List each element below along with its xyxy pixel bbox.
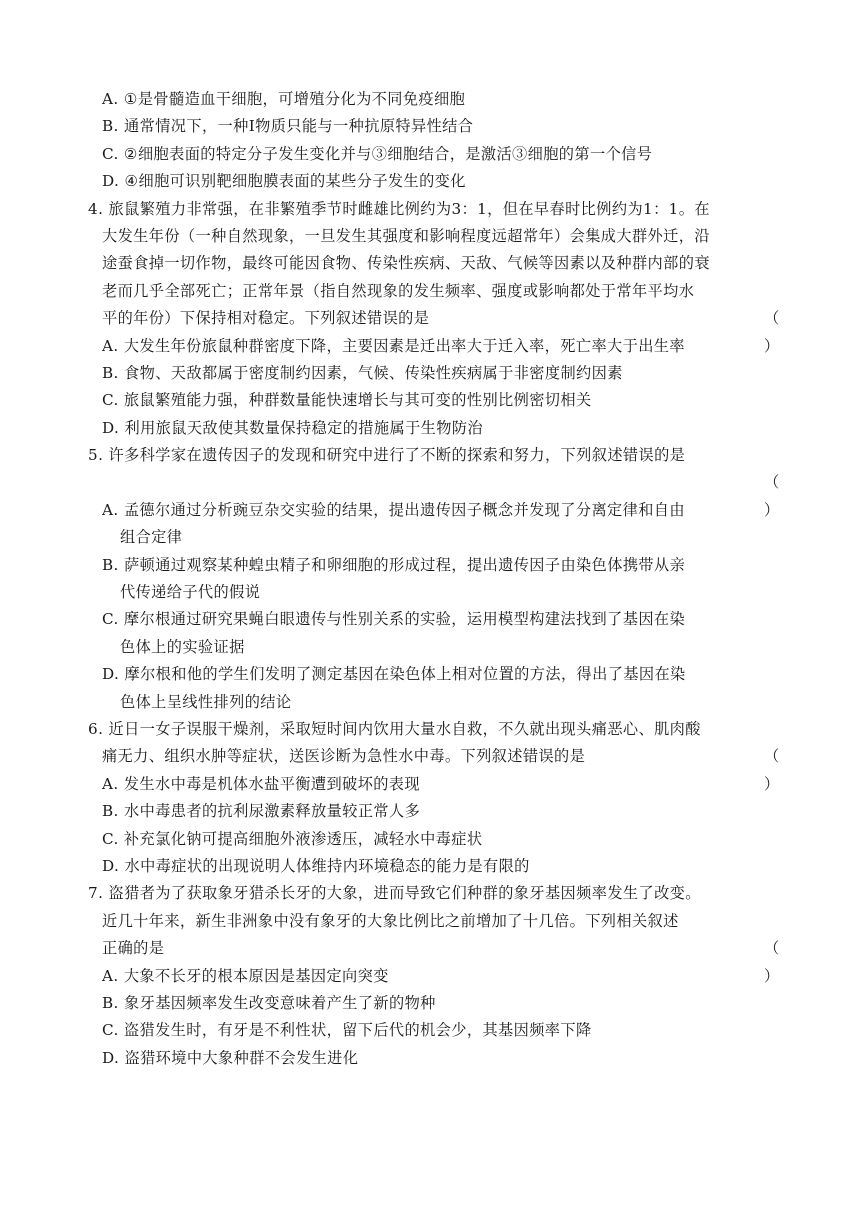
- q5-stem: 5. 许多科学家在遗传因子的发现和研究中进行了不断的探索和努力，下列叙述错误的是: [88, 446, 686, 465]
- q6-option-d: D. 水中毒症状的出现说明人体维持内环境稳态的能力是有限的: [102, 856, 530, 875]
- q5-option-b: B. 萨顿通过观察某种蝗虫精子和卵细胞的形成过程，提出遗传因子由染色体携带从亲: [102, 555, 686, 574]
- q4-option-c: C. 旅鼠繁殖能力强，种群数量能快速增长与其可变的性别比例密切相关: [102, 391, 592, 410]
- q4-stem-line-5: 平的年份）下保持相对稳定。下列叙述错误的是: [102, 309, 430, 328]
- q6-option-a: A. 发生水中毒是机体水盐平衡遭到破坏的表现: [102, 774, 420, 793]
- q4-stem-line-3: 途蚕食掉一切作物，最终可能因食物、传染性疾病、天敌、气候等因素以及种群内部的衰: [102, 254, 710, 273]
- q4-answer-bracket: （ ）: [764, 309, 780, 355]
- q5-option-d: D. 摩尔根和他的学生们发明了测定基因在染色体上相对位置的方法，得出了基因在染: [102, 665, 686, 684]
- q7-option-d: D. 盗猎环境中大象种群不会发生进化: [102, 1048, 359, 1067]
- q7-stem-line-1: 7. 盗猎者为了获取象牙猎杀长牙的大象，进而导致它们种群的象牙基因频率发生了改变。: [88, 884, 701, 903]
- q4-stem-line-1: 4. 旅鼠繁殖力非常强，在非繁殖季节时雌雄比例约为3：1，但在早春时比例约为1：1。在: [88, 199, 710, 218]
- q7-stem-line-3: 正确的是: [102, 939, 165, 958]
- q5-option-d-cont: 色体上呈线性排列的结论: [120, 692, 292, 711]
- q4-option-a: A. 大发生年份旅鼠种群密度下降，主要因素是迁出率大于迁入率，死亡率大于出生率: [102, 336, 685, 355]
- q7-answer-bracket: （ ）: [764, 939, 780, 985]
- q5-answer-bracket: （ ）: [764, 473, 780, 519]
- question-5: [88, 442, 780, 716]
- q3-option-b: B. 通常情况下，一种Ⅰ物质只能与一种抗原特异性结合: [102, 117, 474, 136]
- q7-option-b: B. 象牙基因频率发生改变意味着产生了新的物种: [102, 993, 436, 1012]
- q6-answer-bracket: （ ）: [764, 747, 780, 793]
- q3-option-d: D. ④细胞可识别靶细胞膜表面的某些分子发生的变化: [102, 172, 466, 191]
- question-3-options: [88, 86, 760, 196]
- q4-stem-line-4: 老而几乎全部死亡；正常年景（指自然现象的发生频率、强度或影响都处于常年平均水: [102, 281, 695, 300]
- q6-option-c: C. 补充氯化钠可提高细胞外液渗透压，减轻水中毒症状: [102, 829, 483, 848]
- q5-option-c: C. 摩尔根通过研究果蝇白眼遗传与性别关系的实验，运用模型构建法找到了基因在染: [102, 610, 686, 629]
- q3-option-a: A. ①是骨髓造血干细胞，可增殖分化为不同免疫细胞: [102, 90, 466, 108]
- question-6: [88, 716, 780, 880]
- question-4: [88, 196, 780, 443]
- q4-option-b: B. 食物、天敌都属于密度制约因素，气候、传染性疾病属于非密度制约因素: [102, 363, 623, 382]
- q7-stem-line-2: 近几十年来，新生非洲象中没有象牙的大象比例比之前增加了十几倍。下列相关叙述: [102, 911, 679, 930]
- q6-option-b: B. 水中毒患者的抗利尿激素释放量较正常人多: [102, 802, 421, 821]
- q3-option-c: C. ②细胞表面的特定分子发生变化并与③细胞结合，是激活③细胞的第一个信号: [102, 144, 653, 163]
- q4-stem-line-2: 大发生年份（一种自然现象，一旦发生其强度和影响程度远超常年）会集成大群外迁，沿: [102, 226, 710, 245]
- q5-option-b-cont: 代传递给子代的假说: [120, 583, 261, 602]
- q5-option-c-cont: 色体上的实验证据: [120, 637, 245, 656]
- q6-stem-line-1: 6. 近日一女子误服干燥剂，采取短时间内饮用大量水自救，不久就出现头痛恶心、肌肉酸: [88, 719, 701, 738]
- q6-stem-line-2: 痛无力、组织水肿等症状，送医诊断为急性水中毒。下列叙述错误的是: [102, 747, 586, 766]
- question-7: [88, 880, 780, 1072]
- q5-option-a: A. 孟德尔通过分析豌豆杂交实验的结果，提出遗传因子概念并发现了分离定律和自由: [102, 500, 685, 519]
- q4-option-d: D. 利用旅鼠天敌使其数量保持稳定的措施属于生物防治: [102, 418, 484, 437]
- q5-option-a-cont: 组合定律: [120, 528, 183, 547]
- q7-option-c: C. 盗猎发生时，有牙是不利性状，留下后代的机会少，其基因频率下降: [102, 1021, 592, 1040]
- q7-option-a: A. 大象不长牙的根本原因是基因定向突变: [102, 966, 389, 985]
